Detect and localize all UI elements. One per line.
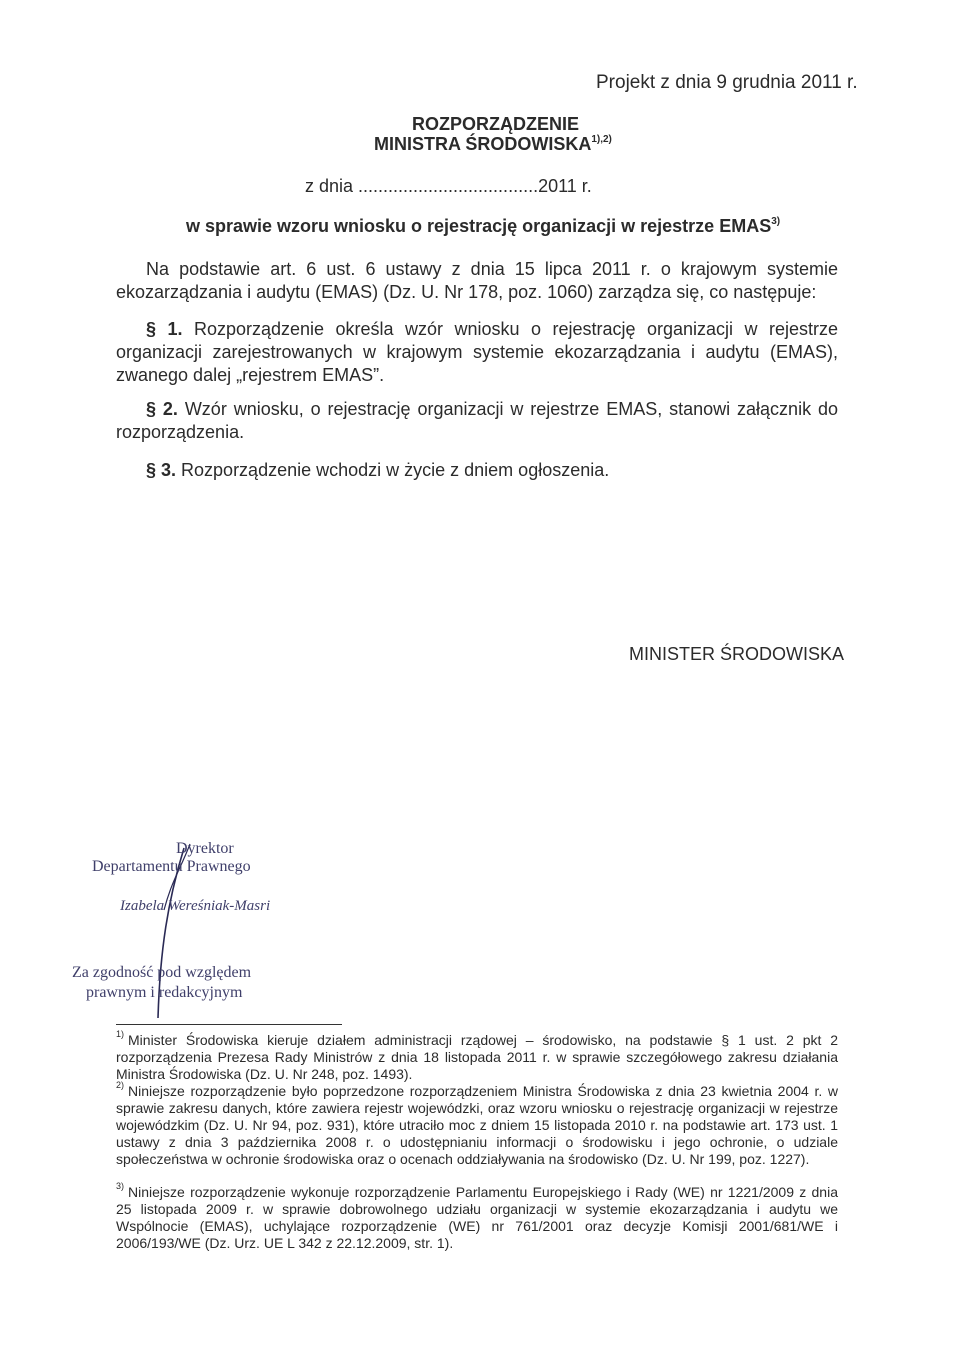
issuer-name: MINISTRA ŚRODOWISKA bbox=[374, 134, 592, 154]
footnote-mark: 2) bbox=[116, 1080, 125, 1091]
section-3 bbox=[116, 459, 838, 482]
footnote-text: Niniejsze rozporządzenie było poprzedzone rozporządzeniem Ministra Środowiska z dnia 23 kwietnia 2004 r. w sprawie zakresu danych, które zawiera rejestr wojewódzki, oraz wzoru wniosku o rejestrację organizacji w rejestrze wojewódzkim (Dz. U. Nr 94, poz. 931), które utraciło moc z dniem 15 listopada 2010 r. na podstawie art. 173 ust. 1 ustawy z dnia 3 października 2008 r. o udostępnianiu informacji o środowisku i jego ochronie, o udziale społeczeństwa w ochronie środowiska oraz o ocenach oddziaływania na środowisko (Dz. U. Nr 199, poz. 1227). bbox=[116, 1083, 838, 1167]
issuer-footnote-mark: 1),2) bbox=[591, 134, 612, 145]
stamp-editorial-line: prawnym i redakcyjnym bbox=[86, 984, 243, 1001]
issuer-title bbox=[374, 134, 612, 155]
section-text: Wzór wniosku, o rejestrację organizacji w rejestrze EMAS, stanowi załącznik do rozporządzenia. bbox=[116, 399, 838, 442]
footnote-text: Minister Środowiska kieruje działem administracji rządowej – środowisko, na podstawie § 1 ust. 2 pkt 2 rozporządzenia Prezesa Rady Ministrów z dnia 18 listopada 2011 r. w sprawie szczegółowego zakresu działania Ministra Środowiska (Dz. U. Nr 248, poz. 1493). bbox=[116, 1032, 838, 1082]
subject-text: w sprawie wzoru wniosku o rejestrację organizacji w rejestrze EMAS bbox=[186, 216, 772, 236]
section-text: Rozporządzenie określa wzór wniosku o rejestrację organizacji w rejestrze organizacji zarejestrowanych w krajowym systemie ekozarządzania i audytu (EMAS), zwanego dalej „rejestrem EMAS”. bbox=[116, 319, 838, 385]
footnote bbox=[116, 1181, 838, 1252]
section-number: § 1. bbox=[146, 319, 183, 339]
section-text: Rozporządzenie wchodzi w życie z dniem ogłoszenia. bbox=[176, 460, 610, 480]
footnote bbox=[116, 1029, 838, 1083]
section-number: § 2. bbox=[146, 399, 178, 419]
section-1 bbox=[116, 318, 838, 387]
document-type-title: ROZPORZĄDZENIE bbox=[412, 114, 580, 134]
section-2 bbox=[116, 398, 838, 444]
subject-heading bbox=[186, 216, 780, 237]
stamp-director-line: Dyrektor bbox=[176, 840, 234, 857]
stamp-compliance-line: Za zgodność pod względem bbox=[72, 964, 252, 981]
footnote-mark: 1) bbox=[116, 1029, 125, 1040]
draft-date: Projekt z dnia 9 grudnia 2011 r. bbox=[596, 72, 858, 93]
footnote bbox=[116, 1080, 838, 1168]
footnote-mark: 3) bbox=[116, 1181, 125, 1192]
subject-footnote-mark: 3) bbox=[771, 216, 781, 227]
footnote-text: Niniejsze rozporządzenie wykonuje rozporządzenie Parlamentu Europejskiego i Rady (WE) nr 1221/2009 z dnia 25 listopada 2009 r. w sprawie dobrowolnego udziału organizacji w systemie ekozarządzania i audytu we Wspólnocie (EMAS), uchylające rozporządzenie (WE) nr 761/2001 oraz decyzje Komisji 2001/681/WE i 2006/193/WE (Dz. Urz. UE L 342 z 22.12.2009, str. 1). bbox=[116, 1184, 838, 1251]
stamp-name-line: Izabela Wereśniak-Masri bbox=[120, 898, 271, 914]
signature-title: MINISTER ŚRODOWISKA bbox=[629, 644, 845, 664]
section-number: § 3. bbox=[146, 460, 177, 480]
footnote-divider bbox=[116, 1024, 342, 1025]
legal-department-stamp bbox=[72, 840, 332, 1030]
stamp-department-line: Departamentu Prawnego bbox=[92, 858, 251, 875]
issue-date-line: z dnia ....................................2011 r. bbox=[305, 176, 592, 196]
legal-basis-intro: Na podstawie art. 6 ust. 6 ustawy z dnia 15 lipca 2011 r. o krajowym systemie ekozarządzania i audytu (EMAS) (Dz. U. Nr 178, poz. 1060) zarządza się, co następuje: bbox=[116, 259, 838, 302]
